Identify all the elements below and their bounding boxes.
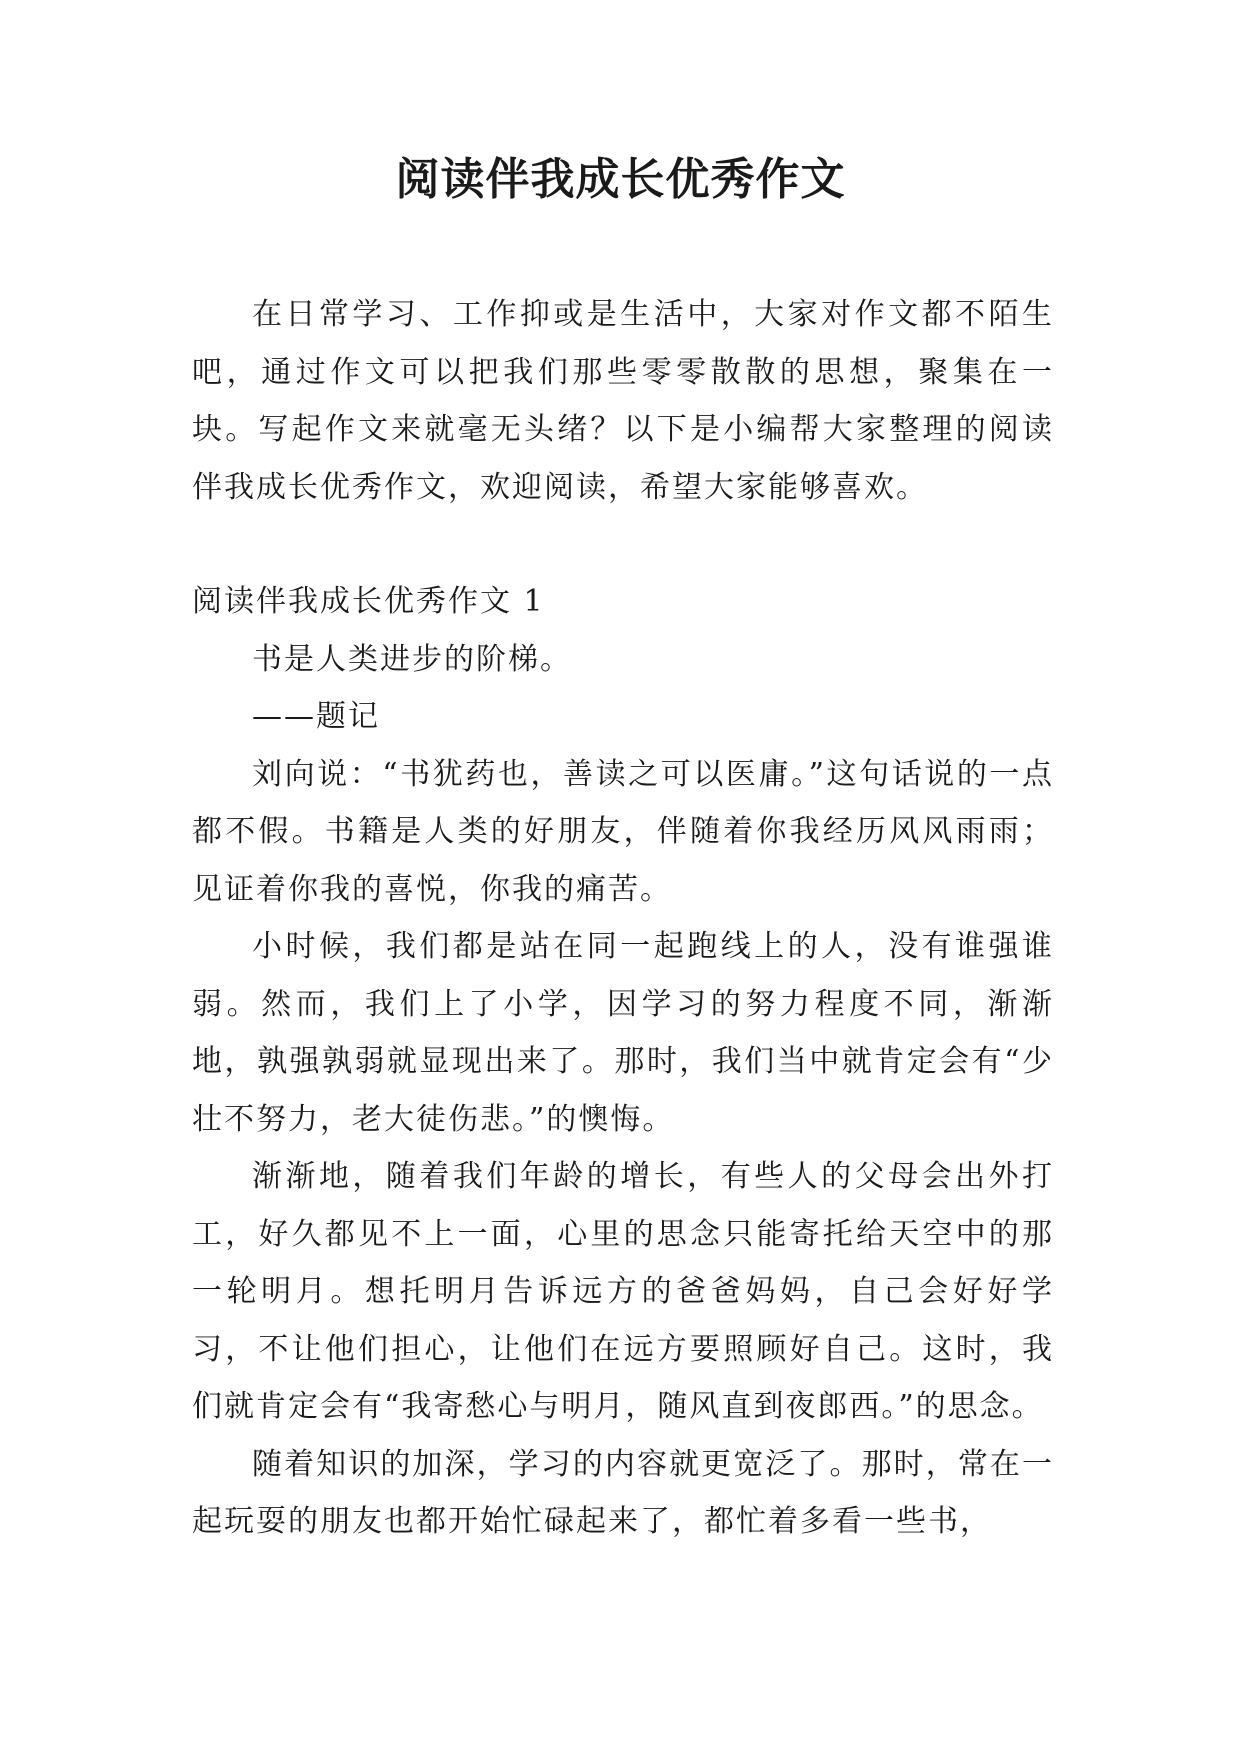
document-title: 阅读伴我成长优秀作文 <box>395 154 846 205</box>
section-heading: 阅读伴我成长优秀作文 1 <box>192 584 545 619</box>
body-paragraph: 随着知识的加深，学习的内容就更宽泛了。那时，常在一起玩耍的朋友也都开始忙碌起来了，都忙着多看一些书， <box>192 1446 1054 1539</box>
document-body <box>192 286 1054 1551</box>
body-paragraph: 小时候，我们都是站在同一起跑线上的人，没有谁强谁弱。然而，我们上了小学，因学习的努力程度不同，渐渐地，孰强孰弱就显现出来了。那时，我们当中就肯定会有“少壮不努力，老大徒伤悲。”的懊悔。 <box>192 929 1054 1137</box>
intro-paragraph: 在日常学习、工作抑或是生活中，大家对作文都不陌生吧，通过作文可以把我们那些零零散散的思想，聚集在一块。写起作文来就毫无头绪？以下是小编帮大家整理的阅读伴我成长优秀作文，欢迎阅读，希望大家能够喜欢。 <box>192 297 1054 505</box>
epigraph-quote: 书是人类进步的阶梯。 <box>252 641 572 677</box>
body-paragraph: 刘向说：“书犹药也，善读之可以医庸。”这句话说的一点都不假。书籍是人类的好朋友，伴随着你我经历风风雨雨；见证着你我的喜悦，你我的痛苦。 <box>192 756 1054 907</box>
epigraph-attribution: ——题记 <box>252 699 380 734</box>
body-paragraph: 渐渐地，随着我们年龄的增长，有些人的父母会出外打工，好久都见不上一面，心里的思念只能寄托给天空中的那一轮明月。想托明月告诉远方的爸爸妈妈，自己会好好学习，不让他们担心，让他们在远方要照顾好自己。这时，我们就肯定会有“我寄愁心与明月，随风直到夜郎西。”的思念。 <box>192 1159 1054 1424</box>
